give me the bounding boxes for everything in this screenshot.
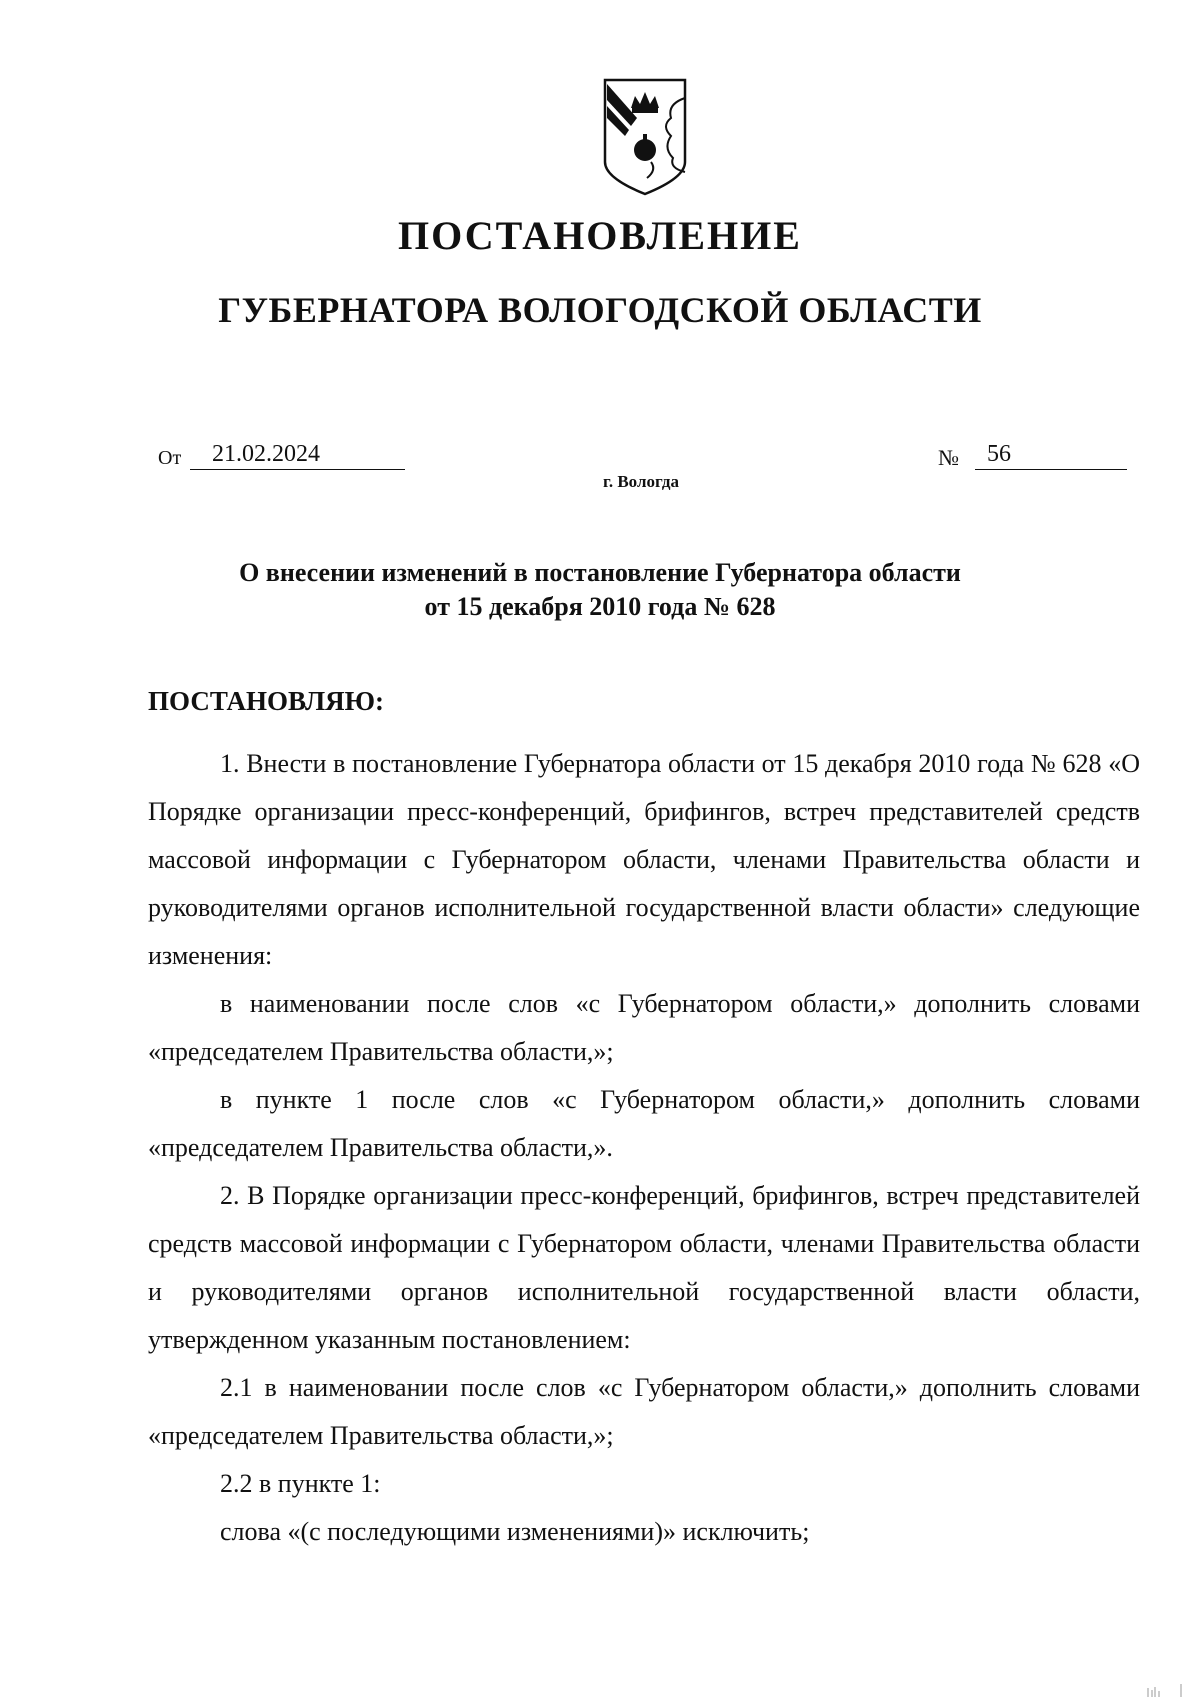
city-of-issue: г. Вологда bbox=[603, 472, 679, 491]
paragraph-2-2: 2.2 в пункте 1: bbox=[220, 1469, 381, 1498]
document-date: 21.02.2024 bbox=[190, 438, 405, 470]
paragraph-1-amendment-title: в наименовании после слов «с Губернатором области,» дополнить словами «председателем Правительства области,»; bbox=[148, 989, 1140, 1066]
paragraph-2-2-words: слова «(с последующими изменениями)» исключить; bbox=[220, 1517, 810, 1546]
paragraph-2: 2. В Порядке организации пресс-конференций, брифингов, встреч представителей средств массовой информации с Губернатором области, членами Правительства области и руководителями органов исполнительной государственной власти области, утвержденном указанным постановлением: bbox=[148, 1181, 1140, 1354]
subject-line-2: от 15 декабря 2010 года № 628 bbox=[424, 592, 776, 621]
coat-of-arms-emblem bbox=[601, 78, 689, 196]
paragraph-2-1: 2.1 в наименовании после слов «с Губернатором области,» дополнить словами «председателем Правительства области,»; bbox=[148, 1373, 1140, 1450]
date-prefix: От bbox=[158, 447, 182, 469]
number-sign: № bbox=[938, 445, 959, 470]
resolve-heading: ПОСТАНОВЛЯЮ: bbox=[148, 686, 384, 716]
document-body bbox=[148, 740, 1140, 1556]
issuing-authority-title: ГУБЕРНАТОРА ВОЛОГОДСКОЙ ОБЛАСТИ bbox=[218, 290, 982, 330]
subject-line-1: О внесении изменений в постановление Губернатора области bbox=[239, 558, 961, 587]
document-type-title: ПОСТАНОВЛЕНИЕ bbox=[398, 213, 802, 258]
scan-marks bbox=[1146, 1684, 1186, 1697]
document-number: 56 bbox=[975, 438, 1127, 470]
coat-of-arms-icon bbox=[601, 78, 689, 196]
paragraph-1: 1. Внести в постановление Губернатора области от 15 декабря 2010 года № 628 «О Порядке организации пресс-конференций, брифингов, встреч представителей средств массовой информации с Губернатором области, членами Правительства области и руководителями органов исполнительной государственной власти области» следующие изменения: bbox=[148, 749, 1140, 970]
paragraph-1-amendment-point: в пункте 1 после слов «с Губернатором области,» дополнить словами «председателем Правительства области,». bbox=[148, 1085, 1140, 1162]
document-subject bbox=[0, 556, 1200, 624]
